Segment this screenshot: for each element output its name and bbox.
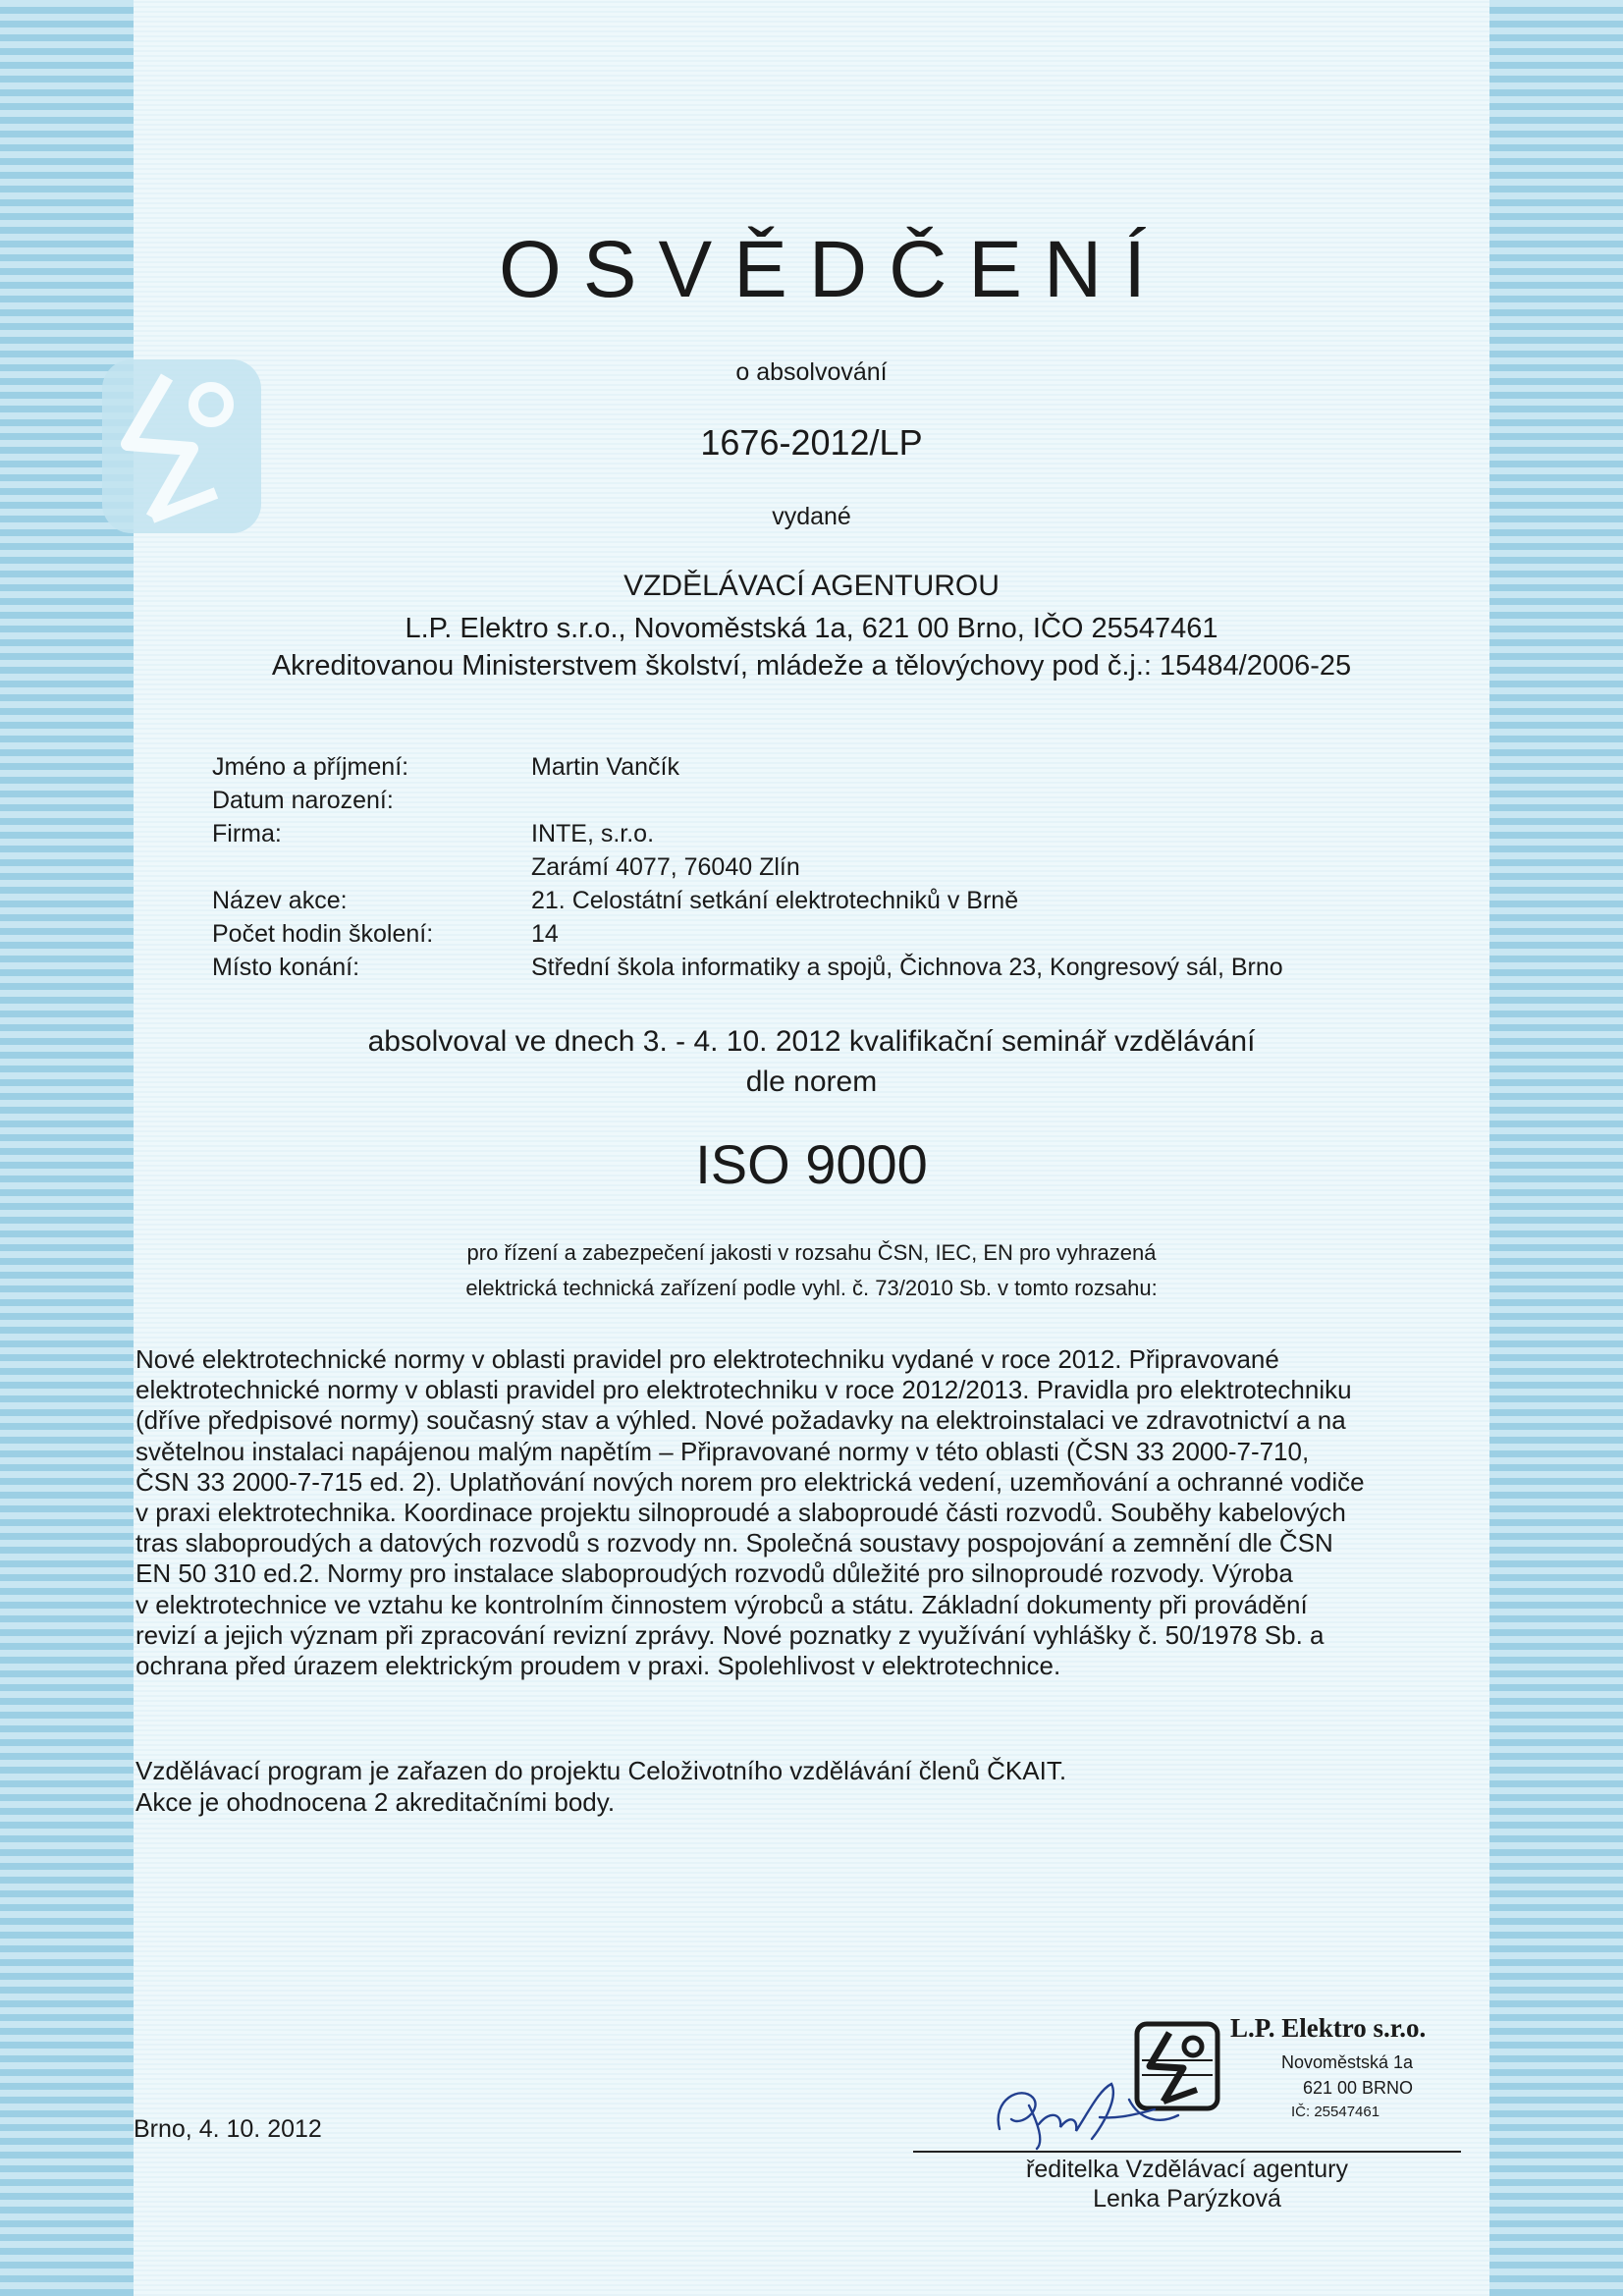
scope-line-1: pro řízení a zabezpečení jakosti v rozsahu ČSN, IEC, EN pro vyhrazená bbox=[466, 1240, 1157, 1265]
hours-label: Počet hodin školení: bbox=[212, 920, 434, 948]
scope-line-2: elektrická technická zařízení podle vyhl. č. 73/2010 Sb. v tomto rozsahu: bbox=[465, 1276, 1158, 1300]
program-line-1: Vzdělávací program je zařazen do projektu Celoživotního vzdělávání členů ČKAIT. bbox=[135, 1756, 1067, 1785]
certificate-subtitle: o absolvování bbox=[735, 358, 888, 386]
company-name: INTE, s.r.o. bbox=[531, 820, 655, 847]
standards-label: dle norem bbox=[745, 1066, 878, 1098]
company-label: Firma: bbox=[212, 820, 282, 847]
venue-label: Místo konání: bbox=[212, 954, 360, 981]
director-role: ředitelka Vzdělávací agentury bbox=[1026, 2156, 1348, 2183]
right-decorative-border bbox=[1489, 0, 1623, 2296]
standard-name: ISO 9000 bbox=[695, 1133, 928, 1195]
place-and-date: Brno, 4. 10. 2012 bbox=[134, 2115, 322, 2143]
content-line: Nové elektrotechnické normy v oblasti pravidel pro elektrotechniku vydané v roce 2012. Připravované bbox=[135, 1344, 1279, 1374]
name-label: Jméno a příjmení: bbox=[212, 753, 409, 781]
company-address: Zarámí 4077, 76040 Zlín bbox=[531, 853, 800, 881]
participant-name: Martin Vančík bbox=[531, 753, 679, 781]
certificate-number: 1676-2012/LP bbox=[700, 422, 923, 463]
director-name: Lenka Parýzková bbox=[1093, 2185, 1281, 2213]
stamp-ids: IČ: 25547461 bbox=[1291, 2104, 1380, 2120]
venue-value: Střední škola informatiky a spojů, Čichnova 23, Kongresový sál, Brno bbox=[531, 954, 1283, 981]
issued-by-label: vydané bbox=[772, 503, 851, 530]
event-name: 21. Celostátní setkání elektrotechniků v Brně bbox=[531, 887, 1019, 914]
content-line: tras slaboproudých a datových rozvodů s rozvody nn. Společná soustavy pospojování a zemnění dle ČSN bbox=[135, 1528, 1333, 1558]
agency-name: VZDĚLÁVACÍ AGENTUROU bbox=[623, 570, 1000, 602]
program-line-2: Akce je ohodnocena 2 akreditačními body. bbox=[135, 1787, 616, 1817]
program-note bbox=[135, 1755, 1066, 1818]
content-line: (dříve předpisové normy) současný stav a výhled. Nové požadavky na elektroinstalaci ve zdravotnictví a na bbox=[135, 1405, 1346, 1436]
course-content bbox=[135, 1344, 1461, 1681]
content-line: elektrotechnické normy v oblasti pravidel pro elektrotechniku v roce 2012/2013. Pravidla pro elektrotechniku bbox=[135, 1375, 1352, 1405]
stamp-city: 621 00 BRNO bbox=[1303, 2078, 1414, 2098]
content-line: v elektrotechnice ve vztahu ke kontrolním činnostem výrobců a státu. Základní dokumenty při provádění bbox=[135, 1589, 1308, 1619]
director-signature bbox=[982, 2070, 1198, 2151]
content-line: ochrana před úrazem elektrickým proudem v praxi. Spolehlivost v elektrotechnice. bbox=[135, 1651, 1061, 1681]
agency-address: L.P. Elektro s.r.o., Novoměstská 1a, 621 00 Brno, IČO 25547461 bbox=[405, 613, 1218, 644]
stamp-street: Novoměstská 1a bbox=[1281, 2052, 1414, 2072]
stamp-company-name: L.P. Elektro s.r.o. bbox=[1230, 2013, 1427, 2043]
hours-value: 14 bbox=[531, 920, 559, 948]
accreditation-line: Akreditovanou Ministerstvem školství, mládeže a tělovýchovy pod č.j.: 15484/2006-25 bbox=[271, 650, 1352, 682]
signature-line bbox=[913, 2151, 1461, 2153]
content-line: ČSN 33 2000-7-715 ed. 2). Uplatňování nových norem pro elektrická vedení, uzemňování a ochranné vodiče bbox=[135, 1466, 1365, 1497]
completion-statement: absolvoval ve dnech 3. - 4. 10. 2012 kvalifikační seminář vzdělávání bbox=[367, 1025, 1256, 1058]
birth-date-label: Datum narození: bbox=[212, 787, 394, 814]
content-line: EN 50 310 ed.2. Normy pro instalace slaboproudých rozvodů důležité pro silnoproudé rozvody. Výroba bbox=[135, 1558, 1293, 1589]
certificate-title: OSVĚDČENÍ bbox=[499, 225, 1167, 314]
content-line: světelnou instalaci napájenou malým napětím – Připravované normy v této oblasti (ČSN 33 2000-7-710, bbox=[135, 1436, 1310, 1466]
content-line: v praxi elektrotechnika. Koordinace projektu silnoproudé a slaboproudé části rozvodů. Souběhy kabelových bbox=[135, 1498, 1346, 1528]
left-decorative-border bbox=[0, 0, 134, 2296]
event-label: Název akce: bbox=[212, 887, 348, 914]
content-line: revizí a jejich význam při zpracování revizní zprávy. Nové poznatky z využívání vyhlášky č. 50/1978 Sb. a bbox=[135, 1619, 1325, 1650]
